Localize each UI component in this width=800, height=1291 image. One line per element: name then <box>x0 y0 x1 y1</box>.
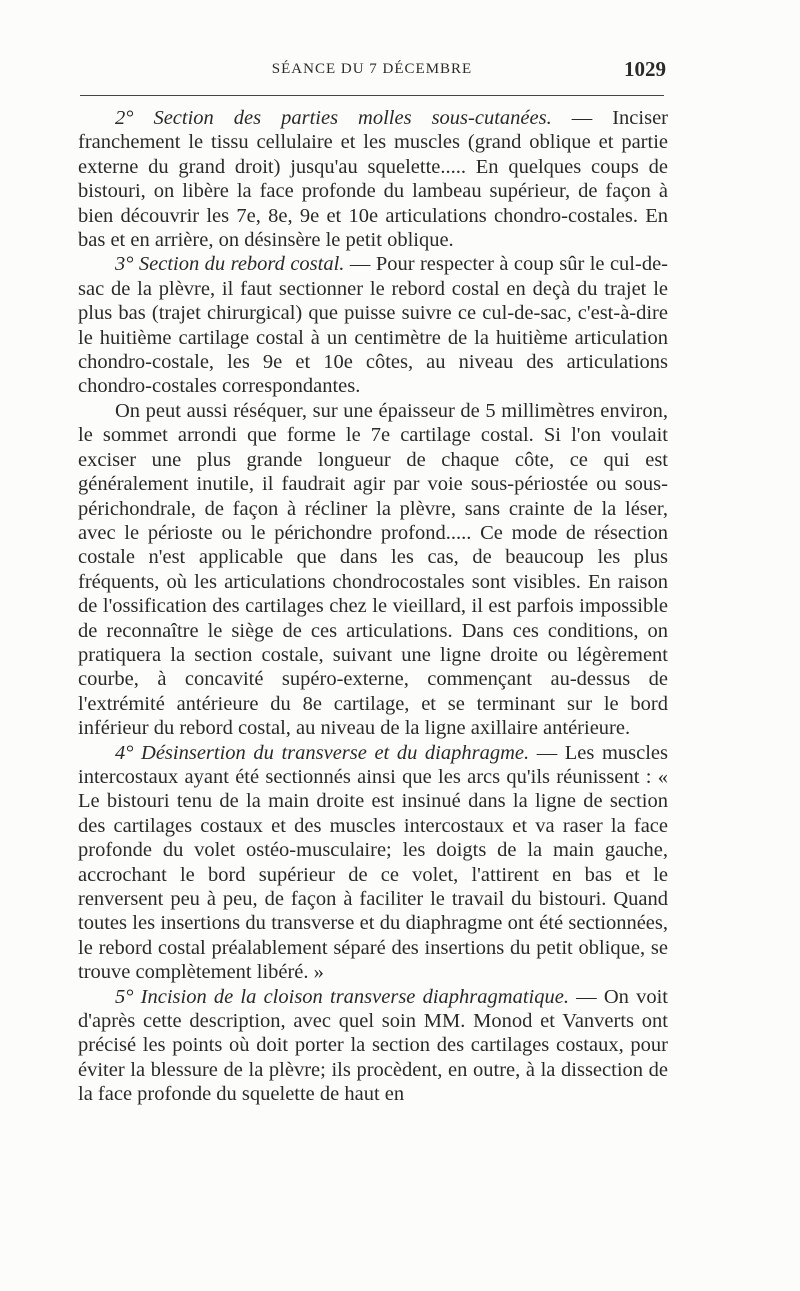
paragraph-resection <box>78 399 668 741</box>
header-rule <box>80 95 664 96</box>
paragraph-text: — Pour respecter à coup sûr le cul-de-sac de la plèvre, il faut sectionner le rebord costal en deçà du trajet le plus bas (trajet chirurgical) que puisse suivre ce cul-de-sac, c'est-à-dire le huitième cartilage costal à un centimètre de la huitième articulation chondro-costale, les 9e et 10e côtes, au niveau des articulations chondro-costales correspondantes. <box>78 253 669 398</box>
paragraph-section-2 <box>78 106 668 252</box>
paragraph-text: — Les muscles intercostaux ayant été sectionnés ainsi que les arcs qu'ils réunissent : « Le bistouri tenu de la main droite est insinué dans la ligne de section des cartilages costaux et des muscles intercostaux et va raser la face profonde du volet ostéo-musculaire; les doigts de la main gauche, accrochant le bord supérieur de ce volet, l'attirent en bas et le renversent peu à peu, de façon à faciliter le travail du bistouri. Quand toutes les insertions du transverse et du diaphragme ont été sectionnées, le rebord costal préalablement séparé des insertions du petit oblique, se trouve complètement libéré. » <box>78 741 668 984</box>
section-heading: 5° Incision de la cloison transverse diaphragmatique. <box>115 985 569 1008</box>
section-heading: 3° Section du rebord costal. <box>115 253 345 276</box>
paragraph-text: On peut aussi réséquer, sur une épaisseur de 5 millimètres environ, le sommet arrondi que forme le 7e cartilage costal. Si l'on voulait exciser une plus grande longueur de chaque côte, ce qui est généralement inutile, il faudrait agir par voie sous-périostée ou sous-périchondrale, de façon à récliner la plèvre, sans crainte de la léser, avec le périoste ou le périchondre profond..... Ce mode de résection costale n'est applicable que dans les cas, de beaucoup les plus fréquents, où les articulations chondrocostales sont visibles. En raison de l'ossification des cartilages chez le vieillard, il est parfois impossible de reconnaître le siège de ces articulations. Dans ces conditions, on pratiquera la section costale, suivant une ligne droite ou légèrement courbe, à concavité supéro-externe, commençant au-dessus de l'extrémité antérieure du 8e cartilage, et se terminant sur le bord inférieur du rebord costal, au niveau de la ligne axillaire antérieure. <box>78 399 668 740</box>
section-heading: 4° Désinsertion du transverse et du diaphragme. <box>115 741 530 764</box>
section-heading: 2° Section des parties molles sous-cutanées. <box>115 107 552 129</box>
running-header <box>78 56 666 82</box>
page-number: 1029 <box>624 57 666 81</box>
paragraph-text: — Inciser franchement le tissu cellulaire et les muscles (grand oblique et partie externe du grand droit) jusqu'au squelette..... En quelques coups de bistouri, on libère la face profonde du lambeau supérieur, de façon à bien découvrir les 7e, 8e, 9e et 10e articulations chondro-costales. En bas et en arrière, on désinsère le petit oblique. <box>78 107 668 252</box>
header-title: SÉANCE DU 7 DÉCEMBRE <box>271 61 473 77</box>
paragraph-section-3 <box>78 252 668 398</box>
paragraph-section-5 <box>78 985 668 1107</box>
paragraph-section-4 <box>78 741 668 985</box>
body-text <box>78 106 668 1107</box>
paragraph-text: — On voit d'après cette description, avec quel soin MM. Monod et Vanverts ont précisé les points où doit porter la section des cartilages costaux, pour éviter la blessure de la plèvre; ils procèdent, en outre, à la dissection de la face profonde du squelette de haut en <box>78 985 668 1106</box>
